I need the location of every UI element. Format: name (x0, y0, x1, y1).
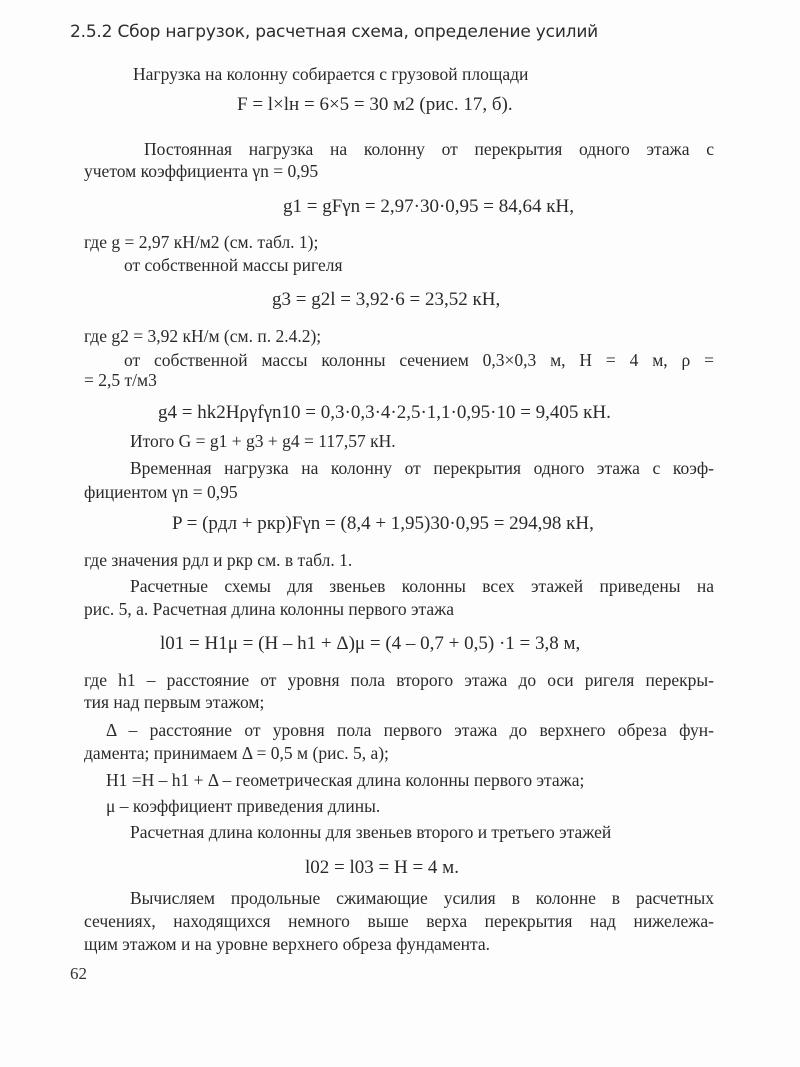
text-line: Расчетная длина колонны для звеньев второго и третьего этажей (130, 822, 612, 842)
text-line: Итого G = g1 + g3 + g4 = 117,57 кН. (130, 431, 396, 451)
text-line: где h1 – расстояние от уровня пола второго этажа до оси ригеля перекры- (84, 670, 714, 690)
formula-l02: l02 = l03 = H = 4 м. (305, 857, 459, 878)
text-line: от собственной массы колонны сечением 0,3×0,3 м, H = 4 м, ρ = (124, 350, 714, 370)
formula-g1: g1 = gFγn = 2,97·30·0,95 = 84,64 кН, (283, 196, 574, 217)
text-line: Постоянная нагрузка на колонну от перекрытия одного этажа с (144, 139, 714, 159)
text-line: рис. 5, а. Расчетная длина колонны первого этажа (84, 599, 454, 619)
text-line: где g = 2,97 кН/м2 (см. табл. 1); (84, 232, 319, 252)
text-line: μ – коэффициент приведения длины. (106, 796, 381, 816)
text-line: Вычисляем продольные сжимающие усилия в колонне в расчетных (130, 888, 714, 908)
text-line: где g2 = 3,92 кН/м (см. п. 2.4.2); (84, 326, 322, 346)
formula-p: P = (pдл + pкр)Fγn = (8,4 + 1,95)30·0,95 = 294,98 кН, (172, 513, 594, 534)
formula-l01: l01 = H1μ = (H – h1 + Δ)μ = (4 – 0,7 + 0,5) ·1 = 3,8 м, (160, 633, 581, 654)
page-number: 62 (70, 964, 87, 983)
text-line: где значения pдл и pкр см. в табл. 1. (84, 550, 353, 570)
text-line: Временная нагрузка на колонну от перекрытия одного этажа с коэф- (130, 458, 714, 478)
text-line: = 2,5 т/м3 (84, 370, 157, 390)
text-line: фициентом γn = 0,95 (84, 482, 238, 502)
text-line: дамента; принимаем Δ = 0,5 м (рис. 5, а); (84, 743, 389, 763)
text-line: Δ – расстояние от уровня пола первого этажа до верхнего обреза фун- (106, 720, 714, 740)
text-line: щим этажом и на уровне верхнего обреза фундамента. (84, 934, 490, 954)
formula-g4: g4 = hk2Hργfγn10 = 0,3·0,3·4·2,5·1,1·0,95·10 = 9,405 кН. (158, 402, 611, 423)
formula-area: F = l×lн = 6×5 = 30 м2 (рис. 17, б). (237, 94, 513, 115)
section-heading: 2.5.2 Сбор нагрузок, расчетная схема, определение усилий (70, 22, 599, 42)
text-line: от собственной массы ригеля (124, 255, 343, 275)
text-line: Расчетные схемы для звеньев колонны всех этажей приведены на (130, 576, 714, 596)
text-line: учетом коэффициента γn = 0,95 (84, 161, 319, 181)
text-line: H1 =H – h1 + Δ – геометрическая длина колонны первого этажа; (106, 770, 585, 790)
text-line: сечениях, находящихся немного выше верха перекрытия над нижележа- (84, 911, 714, 931)
formula-g3: g3 = g2l = 3,92·6 = 23,52 кН, (272, 289, 501, 310)
text-line: тия над первым этажом; (84, 692, 265, 712)
text-line: Нагрузка на колонну собирается с грузовой площади (133, 64, 529, 84)
